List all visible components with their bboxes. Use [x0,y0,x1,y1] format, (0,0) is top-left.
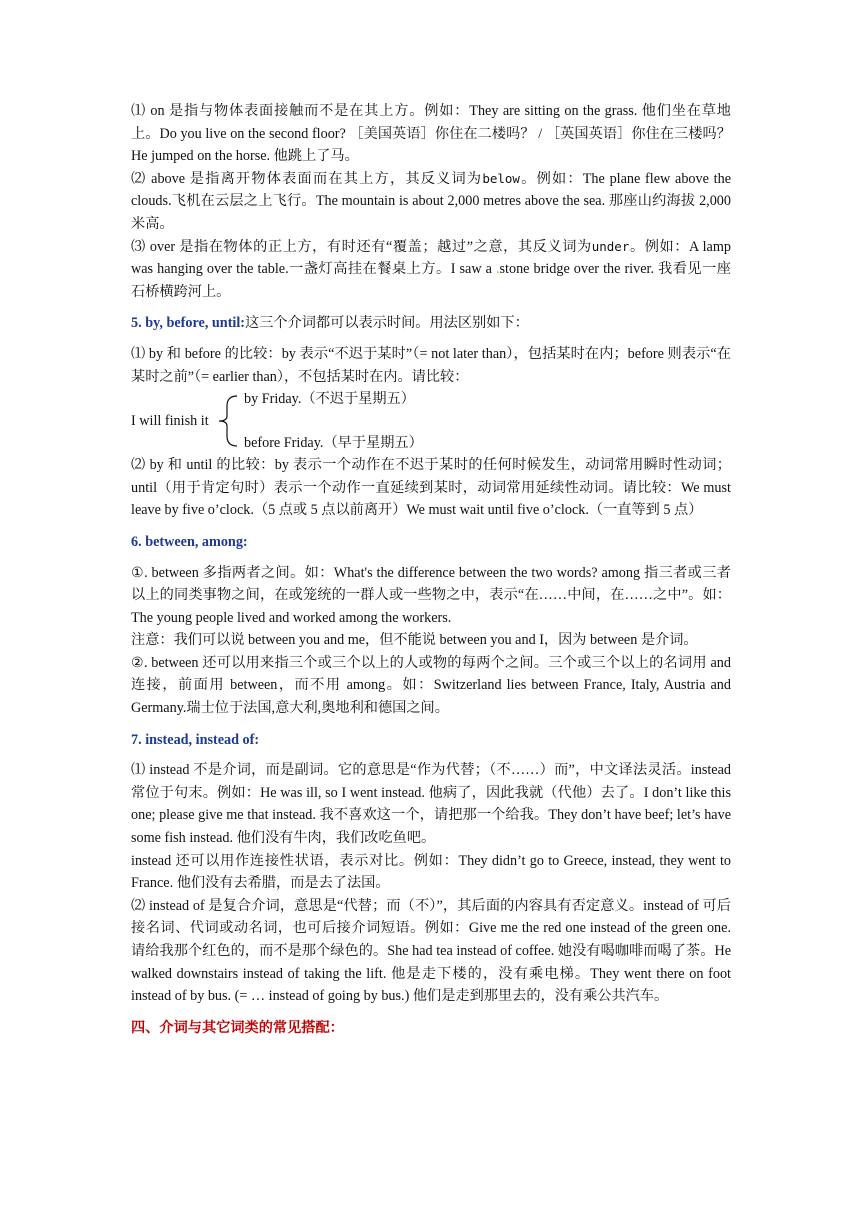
paragraph-between-1: ①. between 多指两者之间。如：What's the difference between the two words? among 指三者或三者以上的同类事物之间，在或笼统的一群人或一些物之中，表示“在……中间，在……之中”。如：The young people lived and worked among the workers. [131,564,731,626]
document-page [131,100,731,1047]
comparison-option-before: before Friday.（早于星期五） [244,435,423,452]
paragraph-between-note: 注意：我们可以说 between you and me，但不能说 between you and I，因为 between 是介词。 [131,632,698,649]
paragraph-instead-of: ⑵ instead of 是复合介词，意思是“代替；而（不）”，其后面的内容具有否定意义。instead of 可后接名词、代词或动名词，也可后接介词短语。例如：Give me the red one instead of the green one. 请给我那个红色的，而不是那个绿色的。She had tea instead of coffee. 她没有喝咖啡而喝了茶。He walked downstairs instead of taking the lift. 他是走下楼的，没有乘电梯。They went there on foot instead of by bus. (= … instead of going by bus.) 他们是走到那里去的，没有乘公共汽车。 [131,897,731,1005]
brace-icon [215,394,243,448]
comparison-option-by: by Friday.（不迟于星期五） [244,391,415,408]
paragraph-above: ⑵ above 是指离开物体表面而在其上方，其反义词为below。例如：The plane flew above the clouds.飞机在云层之上飞行。The mountain is about 2,000 metres above the sea. 那座山约海拔 2,000 米高。 [131,170,731,232]
section-heading-4-cn: 四、介词与其它词类的常见搭配： [131,1019,344,1036]
section-heading-6: 6. between, among: [131,533,248,550]
paragraph-on: ⑴ on 是指与物体表面接触而不是在其上方。例如：They are sitting on the grass. 他们坐在草地上。Do you live on the second floor? ［美国英语］你住在二楼吗？ / ［英国英语］你住在三楼吗？He jumped on the horse. 他跳上了马。 [131,103,731,165]
paragraph-over: ⑶ over 是指在物体的正上方，有时还有“覆盖；越过”之意，其反义词为under。例如：A lamp was hanging over the table.一盏灯高挂在餐桌上方。I saw a .stone bridge over the river. 我看见一座石桥横跨河上。 [131,238,731,300]
paragraph-instead-2: instead 还可以用作连接性状语，表示对比。例如：They didn’t go to Greece, instead, they went to France. 他们没有去希腊，而是去了法国。 [131,852,731,892]
code-under: under [591,238,630,254]
marker-dot: . [495,261,500,278]
section-heading-7: 7. instead, instead of: [131,731,260,748]
section-heading-5: 5. by, before, until:这三个介词都可以表示时间。用法区别如下： [131,315,529,332]
paragraph-by-before: ⑴ by 和 before 的比较：by 表示“不迟于某时”（= not later than），包括某时在内；before 则表示“在某时之前”（= earlier than），不包括某时在内。请比较： [131,345,731,385]
code-below: below [482,170,520,186]
comparison-lead: I will finish it [131,413,209,430]
comparison-block [131,388,731,454]
paragraph-by-until: ⑵ by 和 until 的比较：by 表示一个动作在不迟于某时的任何时候发生，动词常用瞬时性动词；until（用于肯定句时）表示一个动作一直延续到某时，动词常用延续性动词。请比较：We must leave by five o’clock.（5 点或 5 点以前离开）We must wait until five o’clock.（一直等到 5 点） [131,457,731,519]
paragraph-between-2: ②. between 还可以用来指三个或三个以上的人或物的每两个之间。三个或三个以上的名词用 and 连接，前面用 between，而不用 among。如：Switzerland lies between France, Italy, Austria and Germany.瑞士位于法国,意大利,奥地利和德国之间。 [131,654,731,717]
paragraph-instead-1: ⑴ instead 不是介词，而是副词。它的意思是“作为代替；（不……）而”，中文译法灵活。instead 常位于句末。例如：He was ill, so I went instead. 他病了，因此我就（代他）去了。I don’t like this one; please give me that instead. 我不喜欢这一个，请把那一个给我。They don’t have beef; let’s have some fish instead. 他们没有牛肉，我们改吃鱼吧。 [131,762,731,847]
